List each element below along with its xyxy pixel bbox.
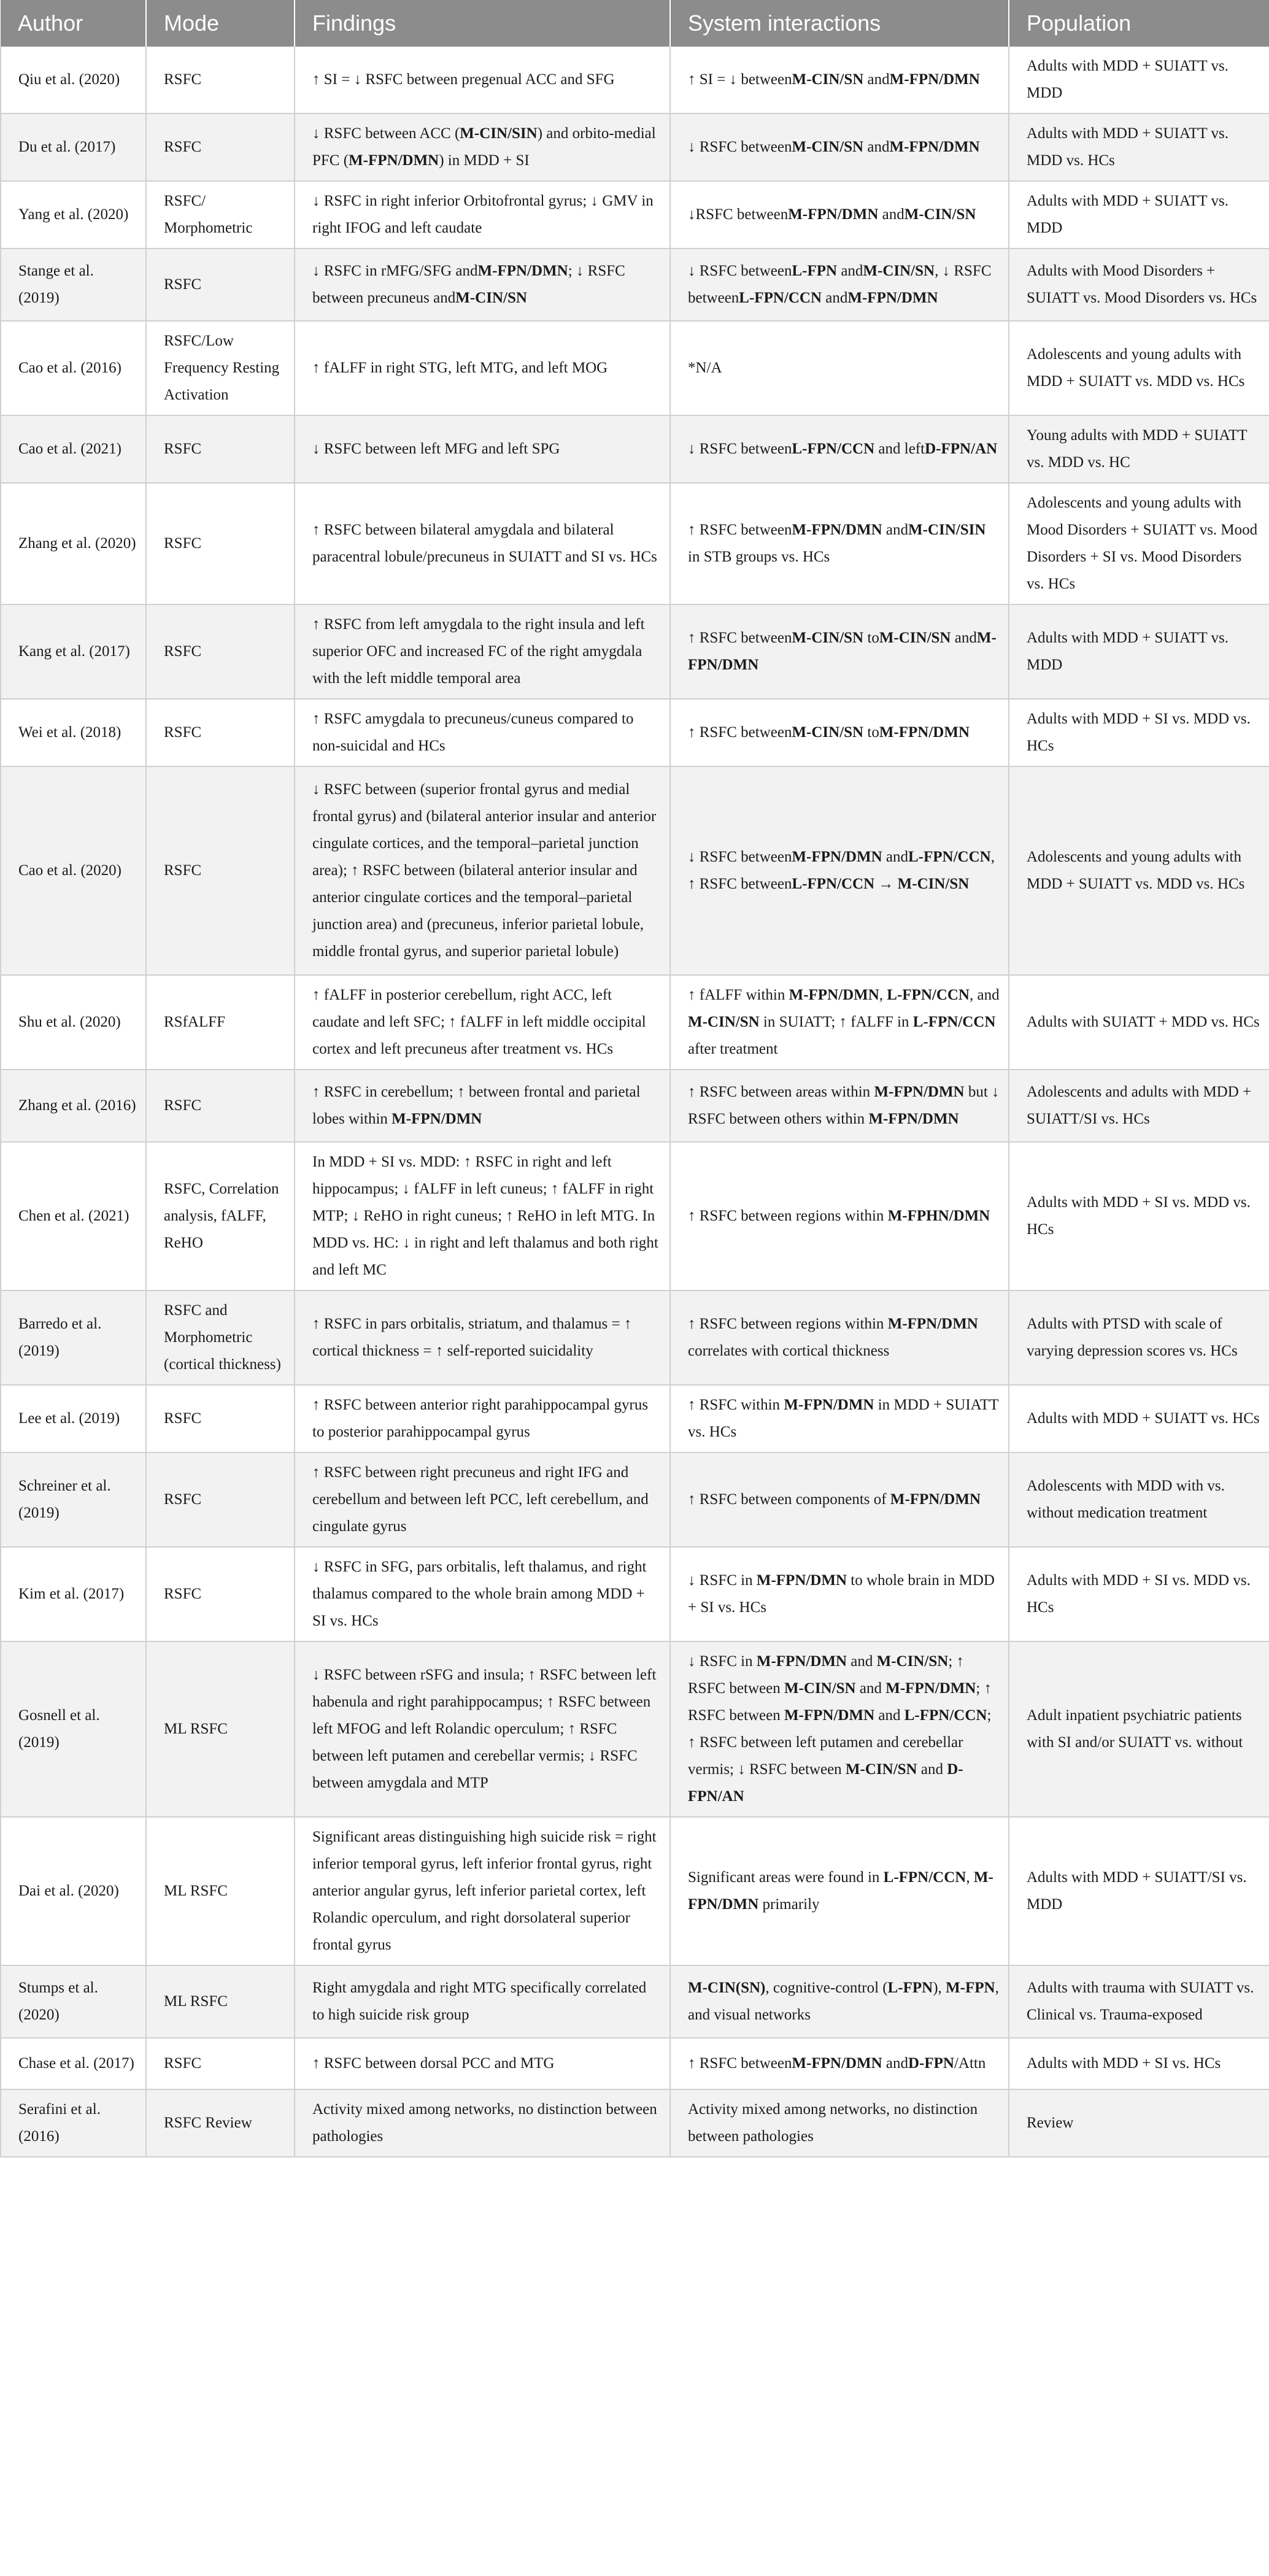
- cell-author: Zhang et al. (2020): [1, 483, 146, 604]
- table-body: [1, 47, 1269, 2157]
- cell-author: Kim et al. (2017): [1, 1547, 146, 1641]
- cell-author: Gosnell et al. (2019): [1, 1641, 146, 1817]
- cell-author: Stumps et al. (2020): [1, 1965, 146, 2038]
- cell-population: Adults with MDD + SI vs. MDD vs. HCs: [1009, 1547, 1269, 1641]
- cell-population: Adults with PTSD with scale of varying depression scores vs. HCs: [1009, 1290, 1269, 1385]
- cell-population: Adults with MDD + SUIATT vs. MDD: [1009, 604, 1269, 699]
- table-row: [1, 604, 1269, 699]
- cell-population: Adolescents and adults with MDD + SUIATT/SI vs. HCs: [1009, 1070, 1269, 1142]
- cell-mode: RSFC: [146, 114, 295, 181]
- cell-author: Cao et al. (2020): [1, 766, 146, 975]
- header-mode: Mode: [146, 0, 295, 47]
- cell-author: Qiu et al. (2020): [1, 47, 146, 114]
- cell-findings: ↓ RSFC between left MFG and left SPG: [295, 415, 670, 483]
- table-row: [1, 415, 1269, 483]
- table-row: [1, 1385, 1269, 1452]
- cell-findings: Activity mixed among networks, no distinction between pathologies: [295, 2089, 670, 2157]
- cell-system-interactions: ↓ RSFC in M-FPN/DMN to whole brain in MDD + SI vs. HCs: [670, 1547, 1009, 1641]
- table-row: [1, 181, 1269, 249]
- cell-population: Adolescents and young adults with MDD + SUIATT vs. MDD vs. HCs: [1009, 321, 1269, 415]
- table-row: [1, 1547, 1269, 1641]
- table-row: [1, 2038, 1269, 2089]
- table-row: [1, 1965, 1269, 2038]
- cell-system-interactions: ↑ RSFC betweenM-FPN/DMN andD-FPN/Attn: [670, 2038, 1009, 2089]
- table-row: [1, 1290, 1269, 1385]
- table-row: [1, 1641, 1269, 1817]
- cell-mode: RSFC/ Morphometric: [146, 181, 295, 249]
- cell-author: Zhang et al. (2016): [1, 1070, 146, 1142]
- table-row: [1, 1142, 1269, 1290]
- cell-findings: ↑ RSFC between dorsal PCC and MTG: [295, 2038, 670, 2089]
- table-header: [1, 0, 1269, 47]
- cell-findings: Right amygdala and right MTG specifically correlated to high suicide risk group: [295, 1965, 670, 2038]
- cell-findings: Significant areas distinguishing high suicide risk = right inferior temporal gyrus, left inferior frontal gyrus, right anterior angular gyrus, left inferior parietal cortex, left Rolandic operculum, and right dorsolateral superior frontal gyrus: [295, 1817, 670, 1965]
- cell-author: Dai et al. (2020): [1, 1817, 146, 1965]
- cell-population: Adults with trauma with SUIATT vs. Clinical vs. Trauma-exposed: [1009, 1965, 1269, 2038]
- cell-system-interactions: ↓ RSFC betweenL-FPN andM-CIN/SN, ↓ RSFC betweenL-FPN/CCN andM-FPN/DMN: [670, 249, 1009, 321]
- table-row: [1, 2089, 1269, 2157]
- cell-system-interactions: ↑ fALFF within M-FPN/DMN, L-FPN/CCN, and M-CIN/SN in SUIATT; ↑ fALFF in L-FPN/CCN after treatment: [670, 975, 1009, 1070]
- cell-mode: RSFC: [146, 2038, 295, 2089]
- table-row: [1, 766, 1269, 975]
- cell-population: Adults with MDD + SUIATT vs. HCs: [1009, 1385, 1269, 1452]
- cell-findings: ↑ fALFF in posterior cerebellum, right ACC, left caudate and left SFC; ↑ fALFF in left middle occipital cortex and left precuneus after treatment vs. HCs: [295, 975, 670, 1070]
- cell-population: Adult inpatient psychiatric patients with SI and/or SUIATT vs. without: [1009, 1641, 1269, 1817]
- cell-system-interactions: ↑ RSFC betweenM-CIN/SN toM-FPN/DMN: [670, 699, 1009, 766]
- cell-findings: ↓ RSFC between (superior frontal gyrus and medial frontal gyrus) and (bilateral anterior insular and anterior cingulate cortices, and the temporal–parietal junction area); ↑ RSFC between (bilateral anterior insular and anterior cingulate cortices and the temporal–parietal junction area) and (precuneus, inferior parietal lobule, middle frontal gyrus, and superior parietal lobule): [295, 766, 670, 975]
- cell-author: Schreiner et al. (2019): [1, 1452, 146, 1547]
- header-system-interactions: System interactions: [670, 0, 1009, 47]
- cell-system-interactions: *N/A: [670, 321, 1009, 415]
- cell-system-interactions: ↑ RSFC between areas within M-FPN/DMN but ↓ RSFC between others within M-FPN/DMN: [670, 1070, 1009, 1142]
- cell-system-interactions: ↑ RSFC betweenM-CIN/SN toM-CIN/SN andM-FPN/DMN: [670, 604, 1009, 699]
- cell-population: Adults with MDD + SI vs. MDD vs. HCs: [1009, 1142, 1269, 1290]
- cell-population: Young adults with MDD + SUIATT vs. MDD vs. HC: [1009, 415, 1269, 483]
- cell-author: Barredo et al. (2019): [1, 1290, 146, 1385]
- cell-findings: ↓ RSFC in rMFG/SFG andM-FPN/DMN; ↓ RSFC between precuneus andM-CIN/SN: [295, 249, 670, 321]
- cell-population: Review: [1009, 2089, 1269, 2157]
- cell-findings: ↑ RSFC between anterior right parahippocampal gyrus to posterior parahippocampal gyrus: [295, 1385, 670, 1452]
- cell-system-interactions: ↑ RSFC between components of M-FPN/DMN: [670, 1452, 1009, 1547]
- cell-system-interactions: Significant areas were found in L-FPN/CCN, M-FPN/DMN primarily: [670, 1817, 1009, 1965]
- cell-population: Adolescents with MDD with vs. without medication treatment: [1009, 1452, 1269, 1547]
- cell-population: Adults with MDD + SI vs. MDD vs. HCs: [1009, 699, 1269, 766]
- cell-system-interactions: M-CIN(SN), cognitive-control (L-FPN), M-FPN, and visual networks: [670, 1965, 1009, 2038]
- cell-mode: RSFC: [146, 766, 295, 975]
- table-row: [1, 114, 1269, 181]
- cell-findings: ↑ RSFC between bilateral amygdala and bilateral paracentral lobule/precuneus in SUIATT and SI vs. HCs: [295, 483, 670, 604]
- cell-mode: RSFC: [146, 699, 295, 766]
- cell-findings: In MDD + SI vs. MDD: ↑ RSFC in right and left hippocampus; ↓ fALFF in left cuneus; ↑ fALFF in right MTP; ↓ ReHO in right cuneus; ↑ ReHO in left MTG. In MDD vs. HC: ↓ in right and left thalamus and both right and left MC: [295, 1142, 670, 1290]
- table-row: [1, 321, 1269, 415]
- cell-population: Adolescents and young adults with MDD + SUIATT vs. MDD vs. HCs: [1009, 766, 1269, 975]
- cell-mode: RSFC Review: [146, 2089, 295, 2157]
- cell-population: Adults with MDD + SUIATT vs. MDD: [1009, 47, 1269, 114]
- table-row: [1, 249, 1269, 321]
- cell-mode: RSFC: [146, 1070, 295, 1142]
- cell-system-interactions: ↓ RSFC betweenM-CIN/SN andM-FPN/DMN: [670, 114, 1009, 181]
- cell-mode: RSFC: [146, 1452, 295, 1547]
- cell-mode: ML RSFC: [146, 1817, 295, 1965]
- cell-author: Chen et al. (2021): [1, 1142, 146, 1290]
- cell-population: Adults with MDD + SUIATT vs. MDD: [1009, 181, 1269, 249]
- cell-population: Adults with MDD + SUIATT/SI vs. MDD: [1009, 1817, 1269, 1965]
- cell-system-interactions: ↓RSFC betweenM-FPN/DMN andM-CIN/SN: [670, 181, 1009, 249]
- cell-mode: RSfALFF: [146, 975, 295, 1070]
- cell-findings: ↓ RSFC in right inferior Orbitofrontal gyrus; ↓ GMV in right IFOG and left caudate: [295, 181, 670, 249]
- cell-author: Wei et al. (2018): [1, 699, 146, 766]
- header-population: Population: [1009, 0, 1269, 47]
- cell-author: Chase et al. (2017): [1, 2038, 146, 2089]
- header-row: [1, 0, 1269, 47]
- cell-population: Adults with MDD + SUIATT vs. MDD vs. HCs: [1009, 114, 1269, 181]
- cell-findings: ↑ RSFC amygdala to precuneus/cuneus compared to non-suicidal and HCs: [295, 699, 670, 766]
- cell-author: Lee et al. (2019): [1, 1385, 146, 1452]
- table-row: [1, 699, 1269, 766]
- cell-author: Kang et al. (2017): [1, 604, 146, 699]
- cell-author: Shu et al. (2020): [1, 975, 146, 1070]
- cell-mode: RSFC: [146, 47, 295, 114]
- table-row: [1, 975, 1269, 1070]
- cell-findings: ↓ RSFC between rSFG and insula; ↑ RSFC between left habenula and right parahippocampus; ↑ RSFC between left MFOG and left Rolandic operculum; ↑ RSFC between left putamen and cerebellar vermis; ↓ RSFC between amygdala and MTP: [295, 1641, 670, 1817]
- cell-mode: RSFC: [146, 604, 295, 699]
- cell-findings: ↓ RSFC in SFG, pars orbitalis, left thalamus, and right thalamus compared to the whole brain among MDD + SI vs. HCs: [295, 1547, 670, 1641]
- cell-system-interactions: ↑ RSFC betweenM-FPN/DMN andM-CIN/SIN in STB groups vs. HCs: [670, 483, 1009, 604]
- cell-author: Stange et al. (2019): [1, 249, 146, 321]
- cell-author: Yang et al. (2020): [1, 181, 146, 249]
- cell-population: Adults with SUIATT + MDD vs. HCs: [1009, 975, 1269, 1070]
- table-row: [1, 47, 1269, 114]
- cell-system-interactions: ↑ RSFC between regions within M-FPN/DMN correlates with cortical thickness: [670, 1290, 1009, 1385]
- cell-system-interactions: ↓ RSFC in M-FPN/DMN and M-CIN/SN; ↑ RSFC between M-CIN/SN and M-FPN/DMN; ↑ RSFC between M-FPN/DMN and L-FPN/CCN; ↑ RSFC between left putamen and cerebellar vermis; ↓ RSFC between M-CIN/SN and D-FPN/AN: [670, 1641, 1009, 1817]
- table-row: [1, 1817, 1269, 1965]
- table-row: [1, 483, 1269, 604]
- cell-author: Cao et al. (2016): [1, 321, 146, 415]
- cell-mode: RSFC: [146, 483, 295, 604]
- cell-system-interactions: Activity mixed among networks, no distinction between pathologies: [670, 2089, 1009, 2157]
- cell-system-interactions: ↑ RSFC within M-FPN/DMN in MDD + SUIATT vs. HCs: [670, 1385, 1009, 1452]
- cell-author: Du et al. (2017): [1, 114, 146, 181]
- header-author: Author: [1, 0, 146, 47]
- cell-findings: ↑ SI = ↓ RSFC between pregenual ACC and SFG: [295, 47, 670, 114]
- cell-mode: ML RSFC: [146, 1965, 295, 2038]
- cell-mode: RSFC: [146, 415, 295, 483]
- cell-findings: ↑ RSFC in cerebellum; ↑ between frontal and parietal lobes within M-FPN/DMN: [295, 1070, 670, 1142]
- cell-mode: RSFC: [146, 249, 295, 321]
- cell-findings: ↓ RSFC between ACC (M-CIN/SIN) and orbito-medial PFC (M-FPN/DMN) in MDD + SI: [295, 114, 670, 181]
- cell-mode: RSFC, Correlation analysis, fALFF, ReHO: [146, 1142, 295, 1290]
- cell-mode: RSFC and Morphometric (cortical thickness): [146, 1290, 295, 1385]
- header-findings: Findings: [295, 0, 670, 47]
- cell-mode: ML RSFC: [146, 1641, 295, 1817]
- cell-population: Adults with Mood Disorders + SUIATT vs. Mood Disorders vs. HCs: [1009, 249, 1269, 321]
- cell-mode: RSFC/Low Frequency Resting Activation: [146, 321, 295, 415]
- cell-system-interactions: ↓ RSFC betweenM-FPN/DMN andL-FPN/CCN, ↑ RSFC betweenL-FPN/CCN → M-CIN/SN: [670, 766, 1009, 975]
- cell-system-interactions: ↓ RSFC betweenL-FPN/CCN and leftD-FPN/AN: [670, 415, 1009, 483]
- cell-author: Cao et al. (2021): [1, 415, 146, 483]
- cell-findings: ↑ fALFF in right STG, left MTG, and left MOG: [295, 321, 670, 415]
- cell-mode: RSFC: [146, 1385, 295, 1452]
- cell-system-interactions: ↑ SI = ↓ betweenM-CIN/SN andM-FPN/DMN: [670, 47, 1009, 114]
- table-row: [1, 1452, 1269, 1547]
- cell-findings: ↑ RSFC in pars orbitalis, striatum, and thalamus = ↑ cortical thickness = ↑ self-reported suicidality: [295, 1290, 670, 1385]
- table-row: [1, 1070, 1269, 1142]
- cell-author: Serafini et al. (2016): [1, 2089, 146, 2157]
- cell-population: Adolescents and young adults with Mood Disorders + SUIATT vs. Mood Disorders + SI vs. Mood Disorders vs. HCs: [1009, 483, 1269, 604]
- cell-findings: ↑ RSFC from left amygdala to the right insula and left superior OFC and increased FC of the right amygdala with the left middle temporal area: [295, 604, 670, 699]
- cell-mode: RSFC: [146, 1547, 295, 1641]
- cell-population: Adults with MDD + SI vs. HCs: [1009, 2038, 1269, 2089]
- cell-system-interactions: ↑ RSFC between regions within M-FPHN/DMN: [670, 1142, 1009, 1290]
- cell-findings: ↑ RSFC between right precuneus and right IFG and cerebellum and between left PCC, left cerebellum, and cingulate gyrus: [295, 1452, 670, 1547]
